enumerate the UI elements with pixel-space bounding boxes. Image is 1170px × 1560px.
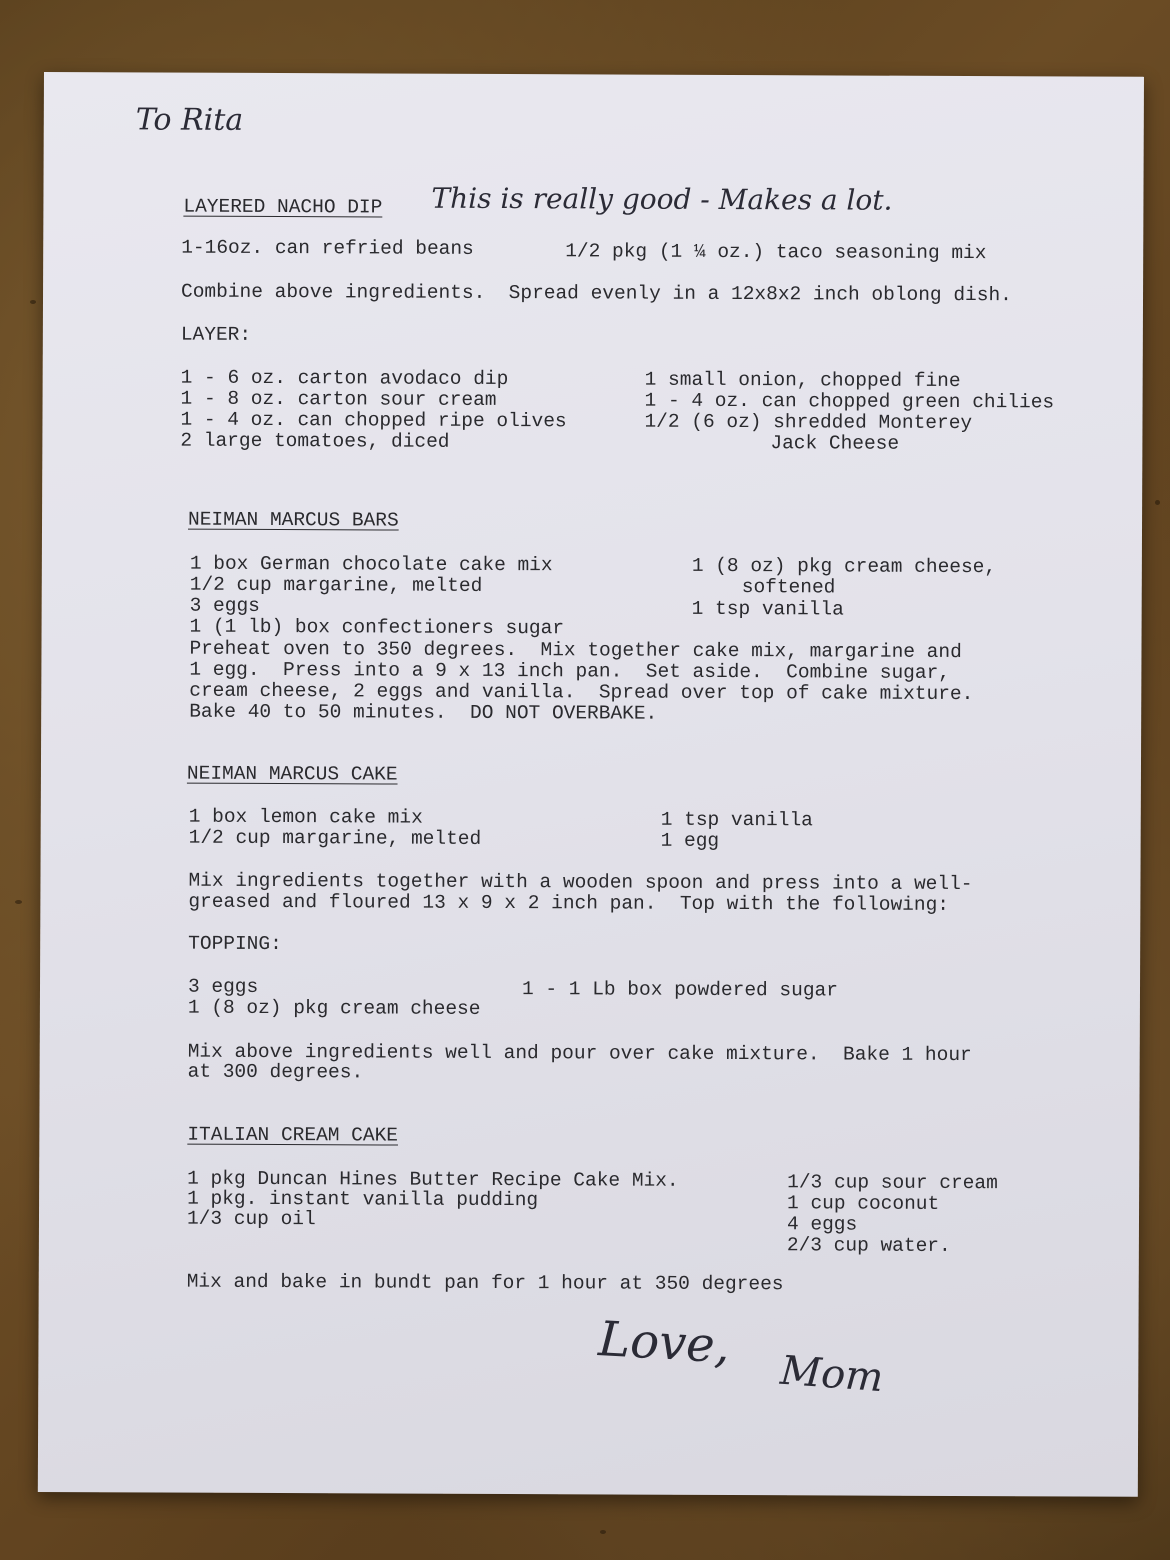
ingredient-line: 1 - 1 Lb box powdered sugar <box>521 978 839 1002</box>
ingredient-line: 2 large tomatoes, diced <box>180 429 450 453</box>
ingredient-line: 1 - 4 oz. can chopped ripe olives <box>180 408 567 433</box>
ingredient-line: 1 (8 oz) pkg cream cheese <box>187 996 481 1020</box>
recipe-sheet <box>38 72 1144 1497</box>
ingredient-line: 1 pkg. instant vanilla pudding <box>187 1187 539 1212</box>
ingredient-line: 1 - 4 oz. can chopped green chilies <box>644 389 1055 414</box>
instruction-line: Mix and bake in bundt pan for 1 hour at 350 degrees <box>186 1270 784 1296</box>
ingredient-line: 4 eggs <box>786 1213 858 1236</box>
ingredient-line: 2/3 cup water. <box>786 1234 951 1257</box>
instruction-line: at 300 degrees. <box>187 1060 364 1084</box>
recipe-title-bars: NEIMAN MARCUS BARS <box>188 508 399 532</box>
ingredient-line: Jack Cheese <box>770 432 900 455</box>
ingredient-line: 1 - 6 oz. carton avodaco dip <box>180 366 509 391</box>
instruction-line: Combine above ingredients. Spread evenly in a 12x8x2 inch oblong dish. <box>180 280 1012 307</box>
ingredient-line: 1 (1 lb) box confectioners sugar <box>189 615 565 640</box>
ingredient-line: 1/2 pkg (1 ¼ oz.) taco seasoning mix <box>565 240 987 265</box>
ingredient-line: softened <box>741 576 836 599</box>
ingredient-line: 1/2 (6 oz) shredded Monterey <box>644 410 973 435</box>
ingredient-line: 1 box German chocolate cake mix <box>189 552 553 577</box>
recipe-title-italian: ITALIAN CREAM CAKE <box>187 1123 399 1147</box>
ingredient-line: 1 egg <box>660 829 720 852</box>
ingredient-line: 1/3 cup sour cream <box>787 1171 998 1195</box>
recipe-title-cake: NEIMAN MARCUS CAKE <box>186 762 398 786</box>
ingredient-line: 1/2 cup margarine, melted <box>189 573 483 597</box>
section-label: TOPPING: <box>188 932 282 956</box>
instruction-line: Bake 40 to 50 minutes. DO NOT OVERBAKE. <box>189 700 658 725</box>
instruction-line: 1 egg. Press into a 9 x 13 inch pan. Set aside. Combine sugar, <box>189 658 951 684</box>
instruction-line: Mix above ingredients well and pour over cake mixture. Bake 1 hour <box>187 1040 972 1067</box>
handwritten-greeting: To Rita <box>135 102 244 138</box>
ingredient-line: 1/3 cup oil <box>186 1207 316 1231</box>
instruction-line: Preheat oven to 350 degrees. Mix together cake mix, margarine and <box>189 637 962 664</box>
instruction-line: Mix ingredients together with a wooden spoon and press into a well- <box>188 869 973 896</box>
ingredient-line: 3 eggs <box>189 594 260 617</box>
ingredient-line: 1 (8 oz) pkg cream cheese, <box>691 554 997 579</box>
ingredient-line: 1/2 cup margarine, melted <box>188 826 482 850</box>
ingredient-line: 1 pkg Duncan Hines Butter Recipe Cake Mix. <box>187 1167 679 1192</box>
ingredient-line: 1 tsp vanilla <box>660 808 813 832</box>
ingredient-line: 1 small onion, chopped fine <box>644 368 961 393</box>
recipe-title-nacho: LAYERED NACHO DIP <box>183 195 383 219</box>
ingredient-line: 3 eggs <box>187 975 259 998</box>
ingredient-line: 1-16oz. can refried beans <box>181 236 474 260</box>
ingredient-line: 1 cup coconut <box>787 1192 940 1215</box>
instruction-line: cream cheese, 2 eggs and vanilla. Spread over top of cake mixture. <box>189 679 974 706</box>
signature-name: Mom <box>778 1347 885 1402</box>
ingredient-line: 1 - 8 oz. carton sour cream <box>180 387 497 411</box>
ingredient-line: 1 tsp vanilla <box>691 597 844 621</box>
instruction-line: greased and floured 13 x 9 x 2 inch pan. Top with the following: <box>188 890 950 916</box>
handwritten-note: This is really good - Makes a lot. <box>431 181 893 217</box>
signature-love: Love, <box>596 1311 732 1375</box>
ingredient-line: 1 box lemon cake mix <box>188 805 423 829</box>
section-label: LAYER: <box>180 323 252 346</box>
